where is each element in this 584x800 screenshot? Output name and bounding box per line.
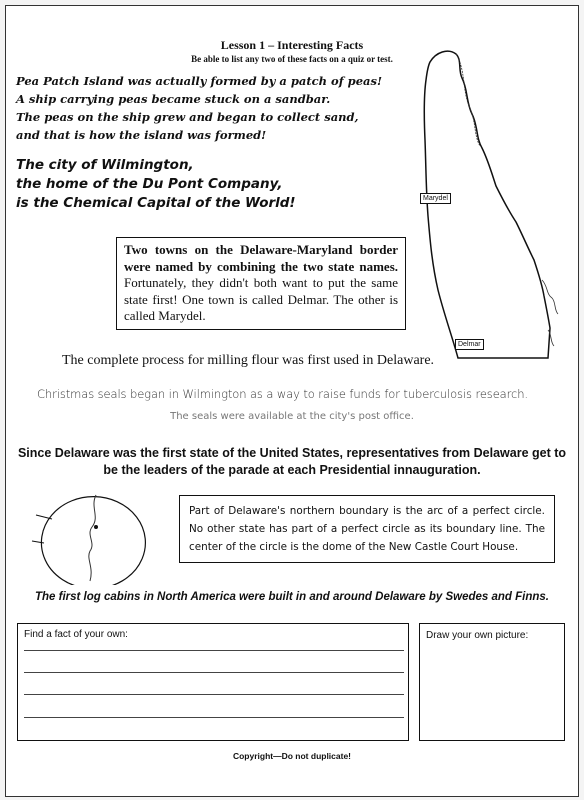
boundary-circle-illustration xyxy=(30,485,160,585)
draw-picture-label: Draw your own picture: xyxy=(426,630,529,641)
writing-line[interactable] xyxy=(24,672,404,673)
pea-patch-fact xyxy=(16,72,416,144)
delaware-outline xyxy=(424,51,550,358)
christmas-seals-line1: Christmas seals began in Wilmington as a way to raise funds for tuberculosis research. xyxy=(37,387,528,401)
log-cabins-fact: The first log cabins in North America were built in and around Delaware by Swedes and Finns. xyxy=(35,591,549,603)
lesson-title: Lesson 1 – Interesting Facts xyxy=(220,38,364,52)
towns-fact-box xyxy=(116,237,406,330)
christmas-seals-line2: The seals were available at the city's post office. xyxy=(170,411,414,422)
first-state-fact: Since Delaware was the first state of the United States, representatives from Delaware get to be the leaders of the parade at each Presidential innauguration. xyxy=(17,446,567,477)
pea-patch-line: Pea Patch Island was actually formed by a patch of peas! xyxy=(16,74,383,88)
delaware-map xyxy=(392,40,572,370)
writing-line[interactable] xyxy=(24,650,404,651)
pea-patch-line: The peas on the ship grew and began to collect sand, xyxy=(16,110,359,124)
wilmington-line: the home of the Du Pont Company, xyxy=(16,176,283,192)
pea-patch-line: and that is how the island was formed! xyxy=(16,128,267,142)
own-fact-label: Find a fact of your own: xyxy=(24,629,128,640)
own-fact-box xyxy=(17,623,409,741)
draw-picture-box[interactable] xyxy=(419,623,565,741)
milling-fact: The complete process for milling flour was first used in Delaware. xyxy=(62,353,435,368)
pea-patch-line: A ship carrying peas became stuck on a sandbar. xyxy=(16,92,331,106)
marydel-label: Marydel xyxy=(420,193,451,204)
copyright-notice: Copyright—Do not duplicate! xyxy=(232,751,352,761)
delmar-label: Delmar xyxy=(455,339,484,350)
court-house-dot xyxy=(94,525,98,529)
wilmington-line: The city of Wilmington, xyxy=(16,157,194,173)
lesson-subtitle: Be able to list any two of these facts on a quiz or test. xyxy=(191,54,393,64)
writing-line[interactable] xyxy=(24,717,404,718)
towns-fact-rest: Fortunately, they didn't both want to put the same state first! One town is called Delmar. The other is called Marydel. xyxy=(124,275,398,323)
wilmington-line: is the Chemical Capital of the World! xyxy=(16,195,296,211)
arc-boundary-fact-box: Part of Delaware's northern boundary is the arc of a perfect circle. No other state has part of a perfect circle as its boundary line. The center of the circle is the dome of the New Castle Court House. xyxy=(179,495,555,563)
wilmington-fact xyxy=(16,156,376,213)
towns-fact-bold: Two towns on the Delaware-Maryland border were named by combining the two state names. xyxy=(124,242,398,274)
writing-line[interactable] xyxy=(24,694,404,695)
